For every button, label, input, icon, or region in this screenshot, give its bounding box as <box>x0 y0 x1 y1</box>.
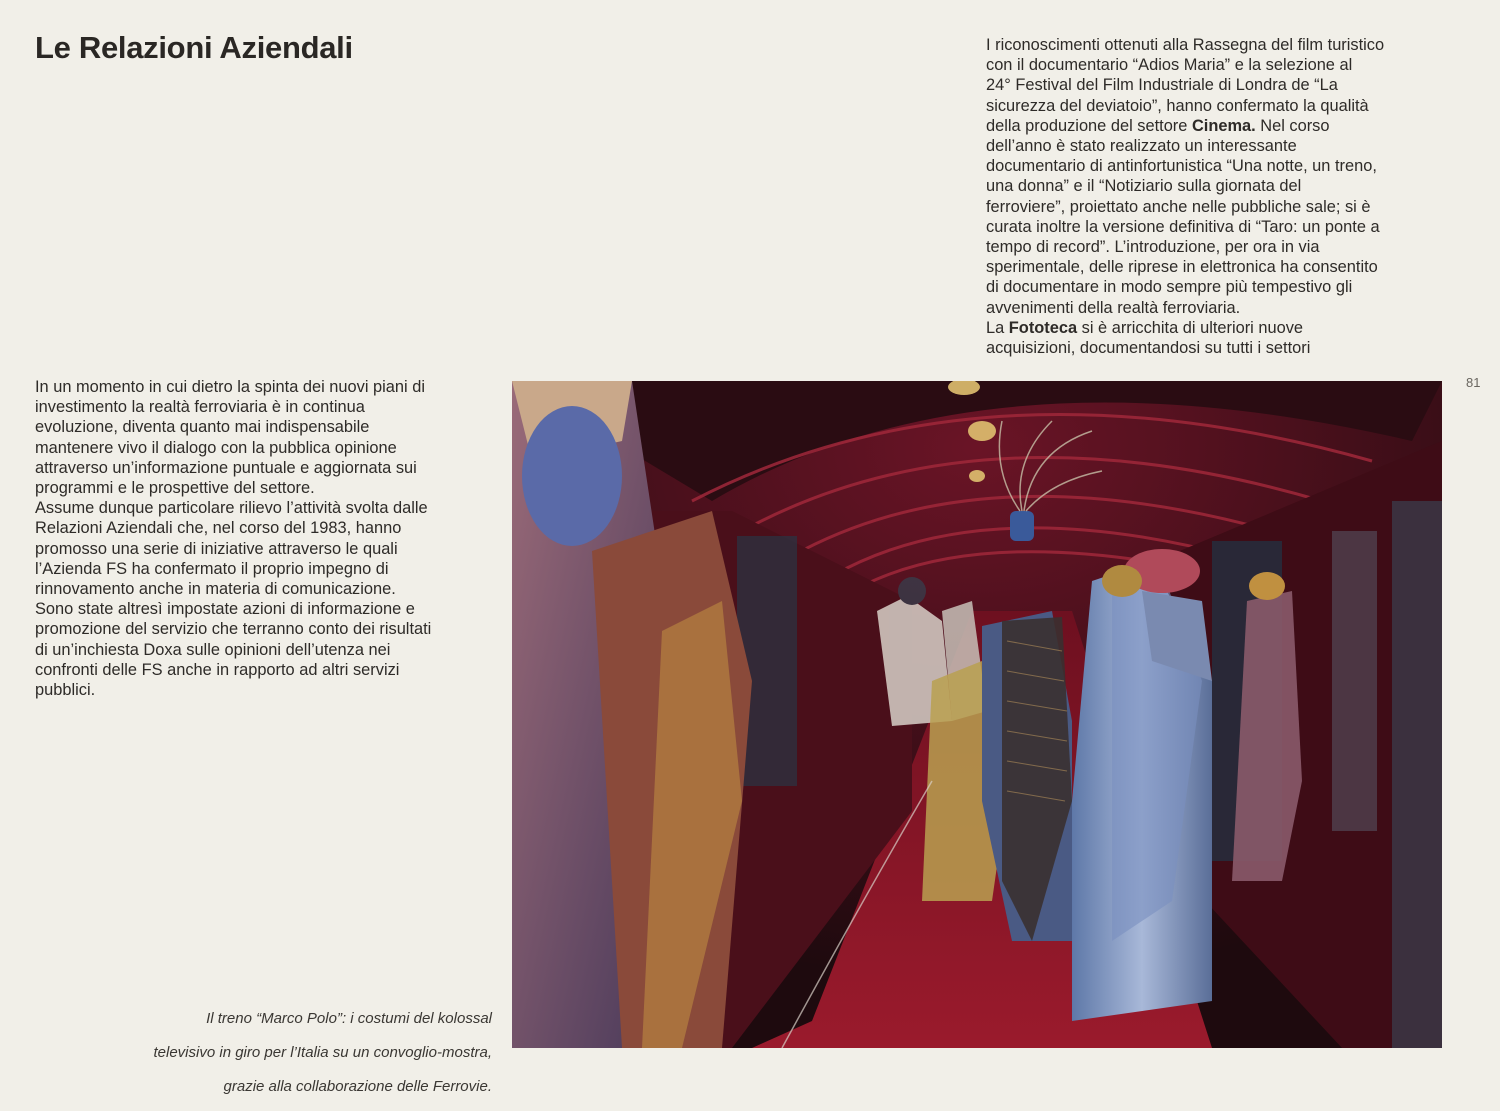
page-title: Le Relazioni Aziendali <box>35 30 353 65</box>
right-text-line: curata inoltre la versione definitiva di “Taro: un ponte a <box>986 217 1380 236</box>
photo-caption <box>90 994 492 1111</box>
text-segment: della produzione del settore <box>986 116 1192 135</box>
right-text-line: dell’anno è stato realizzato un interessante <box>986 137 1297 156</box>
right-text-line: sicurezza del deviatoio”, hanno confermato la qualità <box>986 96 1369 115</box>
right-text-line: 24° Festival del Film Industriale di Londra de “La <box>986 76 1338 95</box>
right-text-line: tempo di record”. L’introduzione, per ora in via <box>986 238 1320 257</box>
right-text-line: una donna” e il “Notiziario sulla giornata del <box>986 177 1302 196</box>
left-text-line: pubblici. <box>35 681 96 700</box>
caption-line: Il treno “Marco Polo”: i costumi del kolossal <box>206 1010 492 1027</box>
right-text-line: documentario di antinfortunistica “Una notte, un treno, <box>986 157 1377 176</box>
right-text-line: con il documentario “Adios Maria” e la selezione al <box>986 56 1353 75</box>
text-segment: si è arricchita di ulteriori nuove <box>1077 318 1304 337</box>
right-text-line: avvenimenti della realtà ferroviaria. <box>986 298 1241 317</box>
right-text-line <box>986 116 1446 136</box>
caption-line: grazie alla collaborazione delle Ferrovie. <box>223 1078 492 1095</box>
left-text-line: rinnovamento anche in materia di comunicazione. <box>35 580 396 599</box>
right-text-line: ferroviere”, proiettato anche nelle pubbliche sale; si è <box>986 197 1371 216</box>
right-text-line: sperimentale, delle riprese in elettronica ha consentito <box>986 258 1378 277</box>
left-text-line: programmi e le prospettive del settore. <box>35 479 315 498</box>
left-text-line: Relazioni Aziendali che, nel corso del 1983, hanno <box>35 519 402 538</box>
left-text-line: di un’inchiesta Doxa sulle opinioni dell’utenza nei <box>35 640 391 659</box>
right-text-line: acquisizioni, documentandosi su tutti i settori <box>986 339 1311 358</box>
text-segment: La <box>986 318 1009 337</box>
left-text-line: attraverso un’informazione puntuale e aggiornata sui <box>35 458 417 477</box>
page-number: 81 <box>1466 375 1481 390</box>
left-text-line: Assume dunque particolare rilievo l’attività svolta dalle <box>35 499 428 518</box>
photo-illustration <box>512 381 1442 1048</box>
left-text-line: confronti delle FS anche in rapporto ad altri servizi <box>35 660 400 679</box>
left-text-line: evoluzione, diventa quanto mai indispensabile <box>35 418 370 437</box>
right-text-line: I riconoscimenti ottenuti alla Rassegna del film turistico <box>986 36 1385 54</box>
text-segment: Nel corso <box>1255 116 1330 135</box>
right-text-line <box>986 318 1446 338</box>
left-text-line: promozione del servizio che terranno conto dei risultati <box>35 620 432 639</box>
bold-term: Cinema. <box>1191 116 1256 135</box>
bold-term: Fototeca <box>1008 318 1078 337</box>
left-text-line: l’Azienda FS ha confermato il proprio impegno di <box>35 559 389 578</box>
marco-polo-train-photo <box>512 381 1442 1048</box>
right-text-line: di documentare in modo sempre più tempestivo gli <box>986 278 1353 297</box>
left-text-line: In un momento in cui dietro la spinta dei nuovi piani di <box>35 378 425 396</box>
left-text-column <box>35 377 490 700</box>
left-text-line: investimento la realtà ferroviaria è in continua <box>35 398 365 417</box>
left-text-line: Sono state altresì impostate azioni di informazione e <box>35 600 415 619</box>
left-text-line: mantenere vivo il dialogo con la pubblica opinione <box>35 438 397 457</box>
right-text-column <box>986 35 1446 358</box>
caption-line: televisivo in giro per l’Italia su un convoglio-mostra, <box>153 1044 492 1061</box>
left-text-line: promosso una serie di iniziative attraverso le quali <box>35 539 398 558</box>
